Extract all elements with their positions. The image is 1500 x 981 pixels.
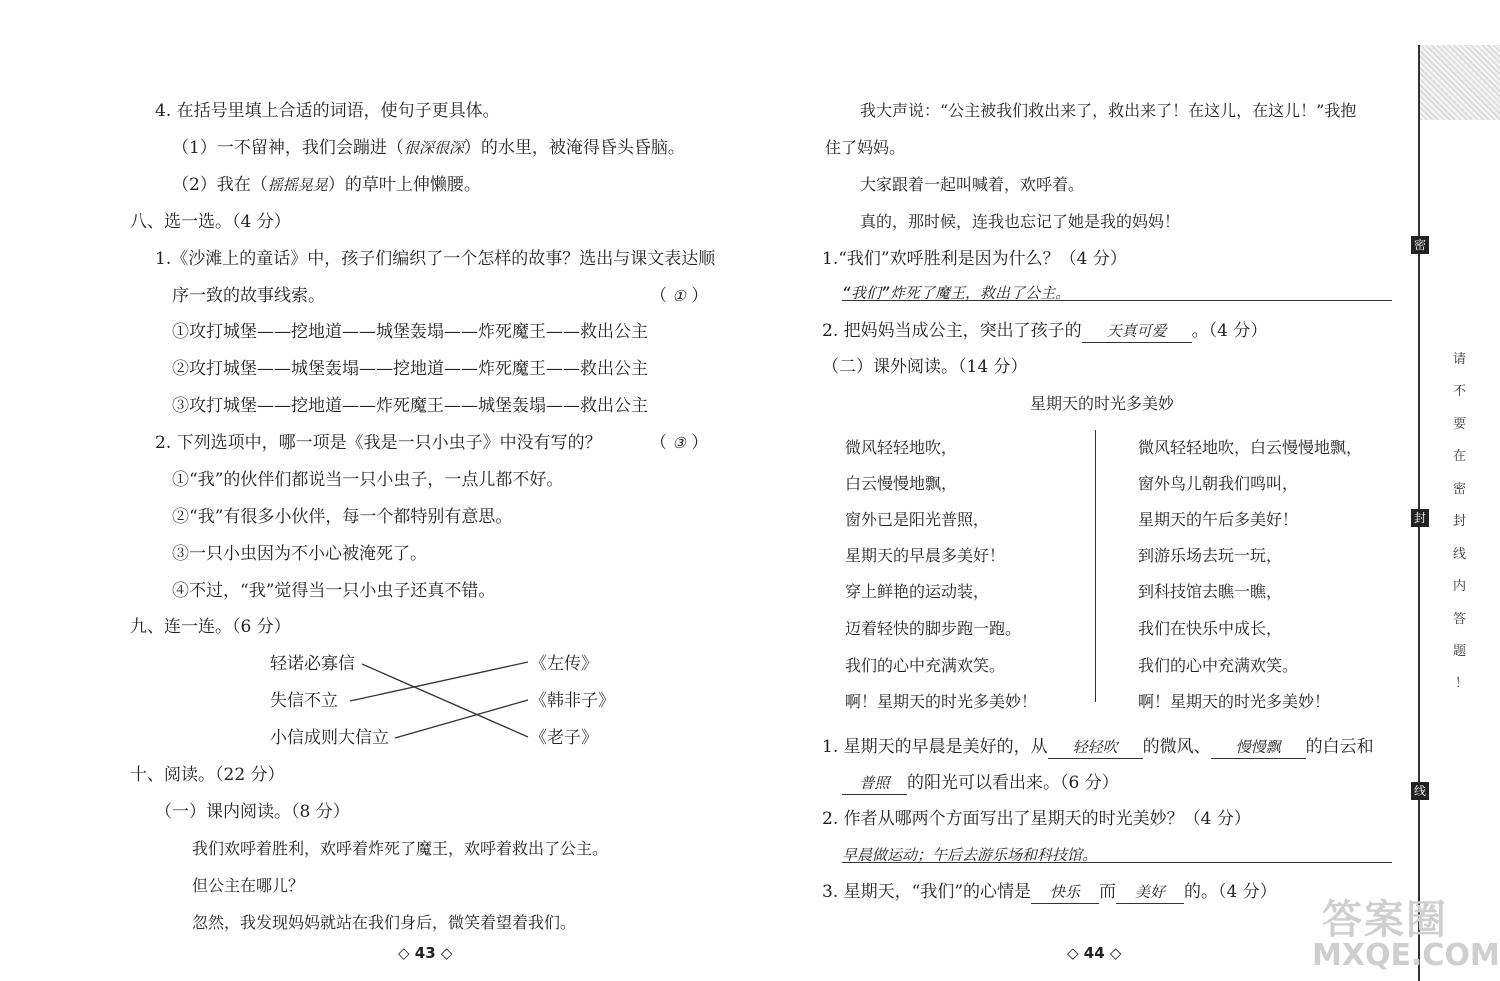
r1-q2-answer: 天真可爱 — [1082, 320, 1192, 343]
section-10-heading: 十、阅读。（22 分） — [130, 765, 285, 785]
match-line-3 — [395, 700, 528, 738]
watermark-logo: 答案圈 — [1322, 897, 1448, 943]
r1-q1: 1.“我们”欢呼胜利是因为什么？（4 分） — [822, 249, 1127, 269]
s8-q2-answer: ③ — [672, 434, 686, 452]
s8-q1-answer: ① — [672, 287, 686, 305]
poem-left-4: 星期天的早晨多美好！ — [845, 546, 1006, 565]
notice-char-5: 密 — [1453, 482, 1467, 497]
r2-q1-answer-2: 慢慢飘 — [1211, 736, 1306, 759]
s8-q1-option-1: ①攻打城堡——挖地道——城堡轰塌——炸死魔王——救出公主 — [172, 322, 648, 342]
r2-q1-answer-3: 普照 — [842, 772, 907, 795]
r1-q2-post: 。（4 分） — [1191, 321, 1268, 341]
q4-1-post: ）的水里，被淹得昏头昏脑。 — [463, 138, 685, 158]
section-8-heading: 八、选一选。（4 分） — [130, 212, 291, 232]
match-right-3: 《老子》 — [530, 728, 598, 748]
poem-title: 星期天的时光多美妙 — [1030, 394, 1175, 413]
reading-1-para-6: 真的，那时候，连我也忘记了她是我的妈妈！ — [860, 212, 1181, 231]
reading-1-para-5: 大家跟着一起叫喊着，欢呼着。 — [860, 175, 1085, 194]
bracket-open: （ — [650, 433, 667, 453]
r2-q1-d: 的阳光可以看出来。（6 分） — [907, 773, 1119, 793]
match-right-2: 《韩非子》 — [530, 691, 615, 711]
r2-q1-line1 — [822, 736, 1374, 759]
notice-char-10: 题 — [1453, 644, 1467, 659]
poem-right-5: 到科技馆去瞧一瞧， — [1138, 582, 1283, 601]
s8-q2: 2. 下列选项中，哪一项是《我是一只小虫子》中没有写的？ — [155, 433, 602, 453]
notice-char-9: 答 — [1453, 612, 1467, 627]
s8-q2-option-4: ④不过，“我”觉得当一只小虫子还真不错。 — [172, 581, 496, 601]
seal-mark-3: 线 — [1411, 782, 1429, 800]
r2-q2: 2. 作者从哪两个方面写出了星期天的时光美妙？（4 分） — [822, 809, 1251, 829]
notice-char-4: 在 — [1453, 449, 1467, 464]
q4-1-pre: （1）一不留神，我们会蹦进（ — [172, 138, 404, 158]
poem-right-7: 我们的心中充满欢笑。 — [1138, 656, 1299, 675]
r2-q1-line2 — [842, 772, 1119, 795]
q4-2-post: ）的草叶上伸懒腰。 — [327, 175, 481, 195]
reading-1-para-2: 但公主在哪儿？ — [192, 876, 305, 895]
poem-left-5: 穿上鲜艳的运动装， — [845, 582, 990, 601]
reading-1-para-3: 忽然，我发现妈妈就站在我们身后，微笑着望着我们。 — [192, 913, 577, 932]
seal-mark-2: 封 — [1411, 509, 1429, 527]
s8-q2-option-3: ③一只小虫因为不小心被淹死了。 — [172, 544, 427, 564]
r2-q3-b: 而 — [1099, 882, 1117, 902]
poem-left-8: 啊！星期天的时光多美妙！ — [845, 692, 1038, 711]
seal-mark-1: 密 — [1411, 236, 1429, 254]
notice-char-2: 不 — [1453, 384, 1467, 399]
match-left-3: 小信成则大信立 — [270, 728, 389, 748]
poem-right-8: 啊！星期天的时光多美妙！ — [1138, 692, 1331, 711]
poem-left-2: 白云慢慢地飘， — [845, 474, 958, 493]
poem-divider — [1095, 430, 1096, 702]
poem-right-6: 我们在快乐中成长， — [1138, 619, 1283, 638]
poem-left-7: 我们的心中充满欢笑。 — [845, 656, 1006, 675]
q4-2-pre: （2）我在（ — [172, 175, 268, 195]
reading-2-heading: （二）课外阅读。（14 分） — [822, 357, 1028, 377]
match-left-1: 轻诺必寡信 — [270, 654, 355, 674]
match-line-2 — [350, 662, 528, 701]
poem-right-1: 微风轻轻地吹，白云慢慢地飘， — [1138, 438, 1363, 457]
notice-char-7: 线 — [1453, 547, 1467, 562]
s8-q1-option-2: ②攻打城堡——城堡轰塌——挖地道——炸死魔王——救出公主 — [172, 359, 648, 379]
match-right-1: 《左传》 — [530, 654, 598, 674]
r1-q2 — [822, 320, 1267, 343]
r2-q3 — [822, 881, 1277, 904]
notice-char-3: 要 — [1453, 417, 1467, 432]
page-number-left: ◇ 43 ◇ — [398, 944, 453, 962]
r2-q1-c: 的白云和 — [1305, 737, 1374, 757]
r2-q1-answer-1: 轻轻吹 — [1048, 736, 1143, 759]
match-line-1 — [362, 664, 528, 737]
page-number-right: ◇ 44 ◇ — [1067, 944, 1122, 962]
s8-q1-line1: 1.《沙滩上的童话》中，孩子们编织了一个怎样的故事？选出与课文表达顺 — [155, 249, 716, 269]
r2-q3-a: 3. 星期天，“我们”的心情是 — [822, 882, 1032, 902]
binding-margin-texture — [1420, 45, 1500, 120]
s8-q1-line2: 序一致的故事线索。 — [172, 286, 325, 306]
r2-q1-a: 1. 星期天的早晨是美好的，从 — [822, 737, 1048, 757]
reading-1-para-1: 我们欢呼着胜利，欢呼着炸死了魔王，欢呼着救出了公主。 — [192, 839, 609, 858]
poem-left-1: 微风轻轻地吹， — [845, 438, 958, 457]
reading-1-para-4-line2: 住了妈妈。 — [825, 138, 906, 157]
q4-title: 4. 在括号里填上合适的词语，使句子更具体。 — [155, 101, 500, 121]
s8-q2-option-1: ①“我”的伙伴们都说当一只小虫子，一点儿都不好。 — [172, 470, 564, 490]
notice-char-6: 封 — [1453, 514, 1467, 529]
poem-right-3: 星期天的午后多美好！ — [1138, 510, 1299, 529]
poem-right-2: 窗外鸟儿朝我们鸣叫， — [1138, 474, 1299, 493]
reading-1-heading: （一）课内阅读。（8 分） — [155, 802, 350, 822]
r2-q3-answer-2: 美好 — [1116, 881, 1184, 904]
notice-char-11: ！ — [1455, 676, 1469, 691]
notice-char-8: 内 — [1453, 579, 1467, 594]
s8-q2-option-2: ②“我”有很多小伙伴，每一个都特别有意思。 — [172, 507, 513, 527]
bracket-open: （ — [650, 286, 667, 306]
poem-left-3: 窗外已是阳光普照， — [845, 510, 990, 529]
r1-q2-pre: 2. 把妈妈当成公主，突出了孩子的 — [822, 321, 1082, 341]
bracket-close: ） — [691, 433, 709, 453]
r2-q3-answer-1: 快乐 — [1031, 881, 1099, 904]
r2-q2-answer: 早晨做运动；午后去游乐场和科技馆。 — [842, 846, 1098, 864]
r2-q3-c: 的。（4 分） — [1184, 882, 1277, 902]
s8-q1-option-3: ③攻打城堡——挖地道——炸死魔王——城堡轰塌——救出公主 — [172, 396, 648, 416]
match-left-2: 失信不立 — [270, 691, 338, 711]
notice-char-1: 请 — [1453, 352, 1467, 367]
poem-right-4: 到游乐场去玩一玩， — [1138, 546, 1283, 565]
reading-1-para-4-line1: 我大声说：“公主被我们救出来了，救出来了！在这儿，在这儿！”我抱 — [860, 101, 1357, 120]
r2-q1-b: 的微风、 — [1142, 737, 1211, 757]
q4-1-answer: 很深很深 — [403, 139, 464, 157]
poem-left-6: 迈着轻快的脚步跑一跑。 — [845, 619, 1022, 638]
r1-q1-answer: “我们”炸死了魔王，救出了公主。 — [842, 284, 1071, 302]
watermark-url: MXQE.COM — [1312, 938, 1500, 973]
bracket-close: ） — [691, 286, 709, 306]
section-9-heading: 九、连一连。（6 分） — [130, 617, 291, 637]
q4-2-answer: 摇摇晃晃 — [267, 176, 328, 194]
